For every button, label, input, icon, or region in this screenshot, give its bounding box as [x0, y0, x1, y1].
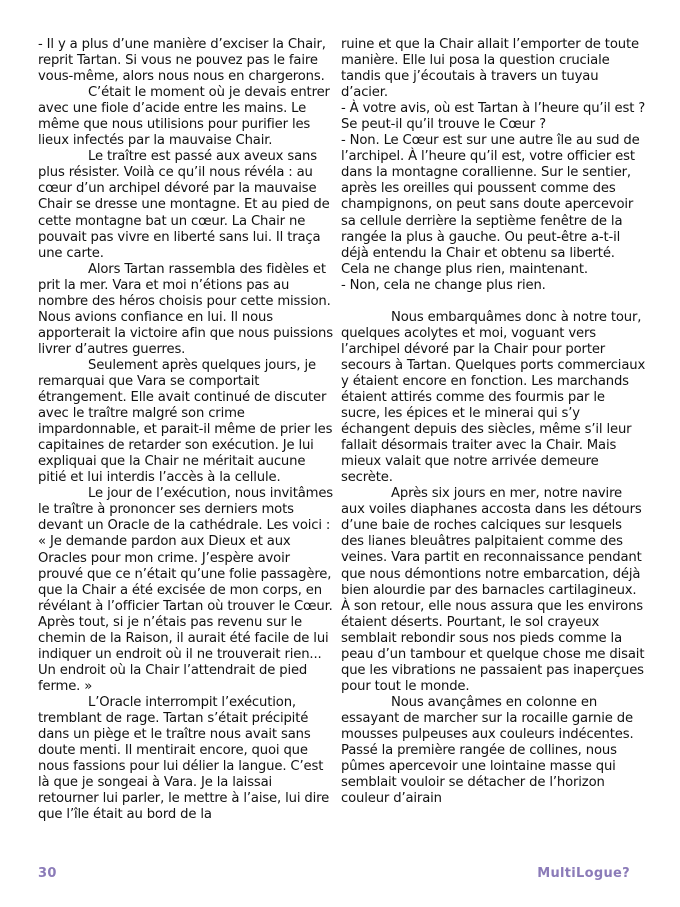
paragraph: Après six jours en mer, notre navire aux voiles diaphanes accosta dans les détours d’une baie de roches calciques sur lesquels des lianes bleuâtres palpitaient comme des veines. Vara partit en reconnaissance pendant que nous démontions notre embarcation, déjà bien alourdie par des barnacles cartilagineux. À son retour, elle nous assura que les environs étaient déserts. Pourtant, le sol crayeux semblait rebondir sous nos pieds comme la peau d’un tambour et quelque chose me disait que les vibrations ne passaient pas inaperçues pour tout le monde.	[341, 486, 645, 694]
page-number: 30	[38, 866, 57, 881]
paragraph: C’était le moment où je devais entrer avec une fiole d’acide entre les mains. Le même que nous utilisions pour purifier les lieux infectés par la mauvaise Chair.	[38, 85, 330, 149]
dialogue-line: - Non. Le Cœur est sur une autre île au sud de l’archipel. À l’heure qu’il est, votre officier est dans la montagne corallienne. Sur le sentier, après les oreilles qui poussent comme des champignons, on peut sans doute apercevoir sa cellule derrière la septième fenêtre de la rangée la plus à gauche. Ou peut-être a-t-il déjà entendu la Chair et obtenu sa liberté. Cela ne change plus rien, maintenant.	[341, 133, 640, 277]
left-column	[38, 37, 336, 823]
paragraph: Le jour de l’exécution, nous invitâmes le traître à prononcer ses derniers mots devant un Oracle de la cathédrale. Les voici :	[38, 486, 334, 534]
quoted-confession: « Je demande pardon aux Dieux et aux Oracles pour mon crime. J’espère avoir prouvé que ce n’était qu’une folie passagère, que la Chair a été excisée de mon corps, en révélant à l’officier Tartan où trouver le Cœur. Après tout, si je n’étais pas revenu sur le chemin de la Raison, il aurait été facile de lui indiquer un endroit où il ne trouverait rien... Un endroit où la Chair l’attendrait de pied ferme. »	[38, 534, 333, 694]
paragraph: Seulement après quelques jours, je remarquai que Vara se comportait étrangement. Elle avait continué de discuter avec le traître malgré son crime impardonnable, et parait-il même de prier les capitaines de retarder son exécution. Je lui expliquai que la Chair ne méritait aucune pitié et lui interdis l’accès à la cellule.	[38, 357, 333, 486]
paragraph: - Il y a plus d’une manière d’exciser la Chair, reprit Tartan. Si vous ne pouvez pas le faire vous-même, alors nous nous en chargerons.	[38, 37, 326, 85]
dialogue-line: - À votre avis, où est Tartan à l’heure qu’il est ? Se peut-il qu’il trouve le Cœur ?	[341, 101, 646, 133]
paragraph: Alors Tartan rassembla des fidèles et prit la mer. Vara et moi n’étions pas au nombre des héros choisis pour cette mission. Nous avions confiance en lui. Il nous apporterait la victoire afin que nous puissions livrer d’autres guerres.	[38, 261, 333, 357]
paragraph: ruine et que la Chair allait l’emporter de toute manière. Elle lui posa la question cruciale tandis que j’écoutais à travers un tuyau d’acier.	[341, 37, 639, 101]
paragraph: Nous avançâmes en colonne en essayant de marcher sur la rocaille garnie de mousses pulpeuses aux couleurs indécentes. Passé la première rangée de collines, nous pûmes apercevoir une lointaine masse qui semblait vouloir se détacher de l’horizon couleur d’airain	[341, 694, 634, 807]
paragraph: L’Oracle interrompit l’exécution, tremblant de rage. Tartan s’était précipité dans un piège et le traître nous avait sans doute menti. Il mentirait encore, quoi que nous fassions pour lui délier la langue. C’est là que je songeai à Vara. Je la laissai retourner lui parler, le mettre à l’aise, lui dire que l’île était au bord de la	[38, 694, 330, 823]
dialogue-line: - Non, cela ne change plus rien.	[341, 277, 546, 293]
right-column	[341, 37, 646, 807]
paragraph: Nous embarquâmes donc à notre tour, quelques acolytes et moi, voguant vers l’archipel dévoré par la Chair pour porter secours à Tartan. Quelques ports commerciaux y étaient encore en fonction. Les marchands étaient attirés comme des fourmis par le sucre, les épices et le minerai qui s’y échangent depuis des siècles, même s’il leur fallait désormais traiter avec la Chair. Mais mieux valait que notre arrivée demeure secrète.	[341, 309, 646, 486]
publication-title: MultiLogue?	[537, 866, 630, 881]
paragraph: Le traître est passé aux aveux sans plus résister. Voilà ce qu’il nous révéla : au cœur d’un archipel dévoré par la mauvaise Chair se dresse une montagne. Et au pied de cette montagne bat un cœur. La Chair ne pouvait pas vivre en liberté sans lui. Il traça une carte.	[38, 149, 330, 261]
